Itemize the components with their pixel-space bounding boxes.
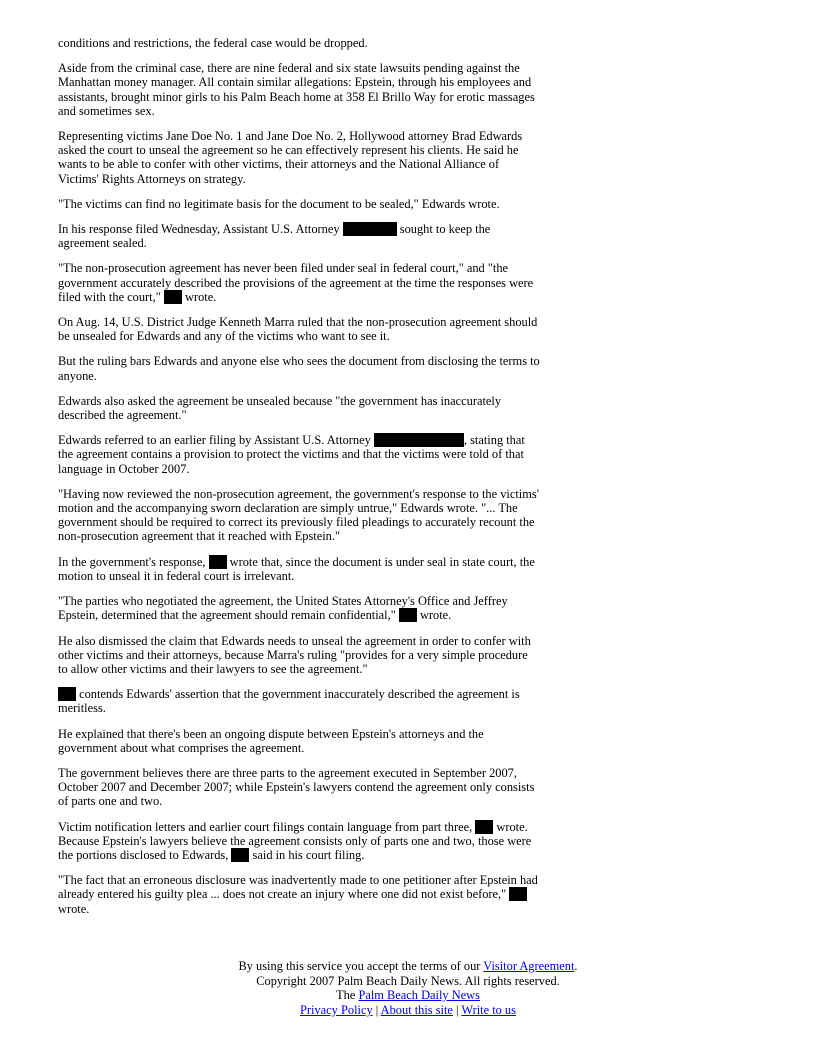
text: "The parties who negotiated the agreement, the United States Attorney's Office and Jeffrey Epstein, determined that the agreement should remain confidential,": [58, 594, 508, 623]
article-body: [58, 36, 540, 927]
paragraph: But the ruling bars Edwards and anyone else who sees the document from disclosing the terms to anyone.: [58, 354, 540, 383]
text: "The non-prosecution agreement has never been filed under seal in federal court," and "the government accurately described the provisions of the agreement at the time the responses were filed with the court,": [58, 261, 534, 304]
text: wrote that, since the document is under seal in state court, the motion to unseal it in federal court is irrelevant.: [58, 554, 535, 583]
paragraph: "The victims can find no legitimate basis for the document to be sealed," Edwards wrote.: [58, 196, 500, 211]
paragraph: Edwards also asked the agreement be unsealed because "the government has inaccurately described the agreement.": [58, 393, 502, 423]
paragraph: [58, 873, 540, 916]
text: By using this service you accept the terms of our: [238, 959, 484, 973]
text: wrote.: [416, 608, 452, 623]
text: In his response filed Wednesday, Assistant U.S. Attorney: [58, 222, 343, 237]
redaction-box: [58, 687, 76, 701]
text: wrote. Because Epstein's lawyers believe the agreement consists only of parts one and two, those were the portions disclosed to Edwards,: [58, 819, 532, 862]
text: sought to keep the agreement sealed.: [58, 222, 491, 251]
paragraph: [58, 820, 540, 863]
paragraph: The government believes there are three parts to the agreement executed in September 2007, October 2007 and December 2007; while Epstein's lawyers contend the agreement only consists of parts one and two.: [58, 765, 535, 809]
text: "The fact that an erroneous disclosure was inadvertently made to one petitioner after Epstein had already entered his guilty plea ... does not create an injury where one did not exist before,": [58, 873, 538, 902]
text: said in his court filing.: [249, 847, 365, 862]
paragraph: [58, 555, 540, 583]
separator: |: [372, 1002, 381, 1017]
paragraph: On Aug. 14, U.S. District Judge Kenneth Marra ruled that the non-prosecution agreement should be unsealed for Edwards and any of the victims who want to see it.: [58, 315, 538, 344]
site-line: [0, 988, 816, 1003]
paragraph: conditions and restrictions, the federal case would be dropped.: [58, 36, 368, 50]
copyright-line: Copyright 2007 Palm Beach Daily News. All rights reserved.: [256, 973, 560, 988]
text: Victim notification letters and earlier court filings contain language from part three,: [58, 819, 476, 834]
page-footer: [0, 959, 816, 1017]
text: The: [336, 988, 359, 1003]
redaction-box: [374, 433, 464, 447]
palm-beach-daily-news-link[interactable]: Palm Beach Daily News: [358, 988, 480, 1003]
text: In the government's response,: [58, 554, 209, 569]
redaction-box: [343, 222, 397, 236]
paragraph: Aside from the criminal case, there are nine federal and six state lawsuits pending against the Manhattan money manager. All contain similar allegations: Epstein, through his employees and assistants, brought minor girls to his Palm Beach home at 358 El Brillo Way for erotic massages and sometimes sex.: [58, 61, 535, 118]
text: , stating that the agreement contains a provision to protect the victims and that the victims were told of that language in October 2007.: [58, 433, 525, 476]
separator: |: [452, 1002, 462, 1017]
footer-links: [0, 1003, 816, 1018]
privacy-policy-link[interactable]: Privacy Policy: [300, 1002, 373, 1017]
redaction-box: [399, 608, 417, 622]
text: Edwards referred to an earlier filing by Assistant U.S. Attorney: [58, 433, 374, 448]
visitor-agreement-link[interactable]: Visitor Agreement: [483, 959, 575, 973]
write-to-us-link[interactable]: Write to us: [461, 1002, 516, 1017]
paragraph: [58, 222, 540, 250]
paragraph: [58, 433, 540, 476]
text: wrote.: [58, 901, 90, 916]
redaction-box: [475, 820, 493, 834]
paragraph: "Having now reviewed the non-prosecution agreement, the government's response to the victims' motion and the accompanying sworn declaration are simply untrue," Edwards wrote. "... The government should be required to correct its previously filed pleadings to accurately recount the non-prosecution agreement that it reached with Epstein.": [58, 486, 539, 544]
about-site-link[interactable]: About this site: [380, 1002, 453, 1017]
paragraph: [58, 594, 540, 622]
paragraph: He also dismissed the claim that Edwards needs to unseal the agreement in order to confer with other victims and their attorneys, because Marra's ruling "provides for a very simple procedure to allow other victims and their lawyers to see the agreement.": [58, 633, 531, 676]
text: contends Edwards' assertion that the government inaccurately described the agreement is meritless.: [58, 687, 520, 716]
redaction-box: [164, 290, 182, 304]
text: .: [574, 959, 578, 973]
redaction-box: [509, 887, 527, 901]
paragraph: [58, 687, 540, 715]
paragraph: [58, 261, 540, 304]
terms-line: [0, 959, 816, 974]
paragraph: He explained that there's been an ongoing dispute between Epstein's attorneys and the government about what comprises the agreement.: [58, 726, 484, 755]
redaction-box: [209, 555, 227, 569]
text: wrote.: [181, 289, 217, 304]
paragraph: Representing victims Jane Doe No. 1 and Jane Doe No. 2, Hollywood attorney Brad Edwards asked the court to unseal the agreement so he can effectively represent his clients. He said he wants to be able to confer with other victims, their attorneys and the National Alliance of Victims' Rights Attorneys on strategy.: [58, 129, 523, 186]
redaction-box: [231, 848, 249, 862]
